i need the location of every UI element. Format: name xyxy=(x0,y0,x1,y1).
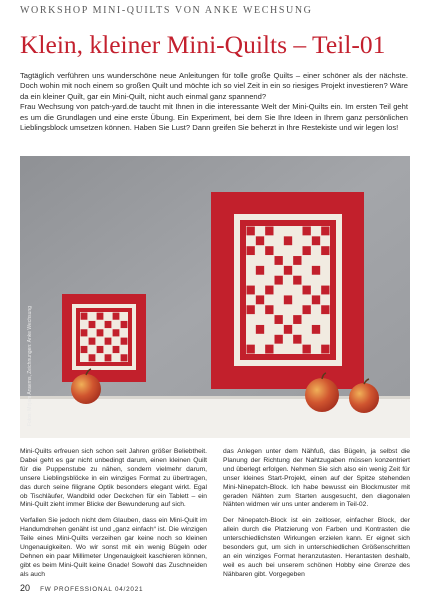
quilt-patch xyxy=(265,286,273,295)
section-kicker: WORKSHOP MINI-QUILTS VON ANKE WECHSUNG xyxy=(20,5,313,16)
quilt-patch xyxy=(105,321,112,328)
quilt-patch xyxy=(265,305,273,314)
quilt-patch xyxy=(81,313,88,320)
quilt-patch xyxy=(89,354,96,361)
quilt-patch xyxy=(265,227,273,236)
quilt-patch xyxy=(121,338,128,345)
quilt-patch xyxy=(284,295,292,304)
quilt-patch xyxy=(256,236,264,245)
quilt-patch xyxy=(284,266,292,275)
quilt-patch xyxy=(97,313,104,320)
intro-paragraph-1: Tagtäglich verführen uns wunderschöne neue Anleitungen für tolle große Quilts – einer schöner als der nächste. Doch wohin mit noch einem so großen Quilt und möchte ich so viel Zeit in ein so riesiges Projekt investieren? Wäre da ein kleiner Quilt, gar ein Mini-Quilt, nicht auch einmal ganz spannend? xyxy=(20,71,408,101)
quilt-patch xyxy=(97,346,104,353)
quilt-patch xyxy=(113,346,120,353)
quilt-patch xyxy=(81,346,88,353)
quilt-patch xyxy=(121,354,128,361)
quilt-patch xyxy=(113,313,120,320)
quilt-patch xyxy=(293,315,301,324)
body-paragraph: das Anlegen unter dem Nähfuß, das Bügeln, ja selbst die Planung der Richtung der Nahtzugaben müssen konzentriert und überlegt erfolgen. Nehmen Sie sich also ein wenig Zeit für unser kleines Start-Projekt, einen auf der Spitze stehenden Mini-Ninepatch-Block. Ich habe bewusst ein Blockmuster mit geraden Nähten zum Starten ausgesucht, den diagonalen Nähten widmen wir uns unter anderem in Teil-02. xyxy=(223,448,410,509)
quilt-patch xyxy=(121,321,128,328)
large-mini-quilt xyxy=(211,192,364,389)
quilt-patch xyxy=(105,338,112,345)
quilt-patch xyxy=(293,276,301,285)
body-column-right xyxy=(223,448,410,587)
quilt-patch xyxy=(97,329,104,336)
quilt-patch xyxy=(303,286,311,295)
quilt-patch xyxy=(312,266,320,275)
quilt-patch xyxy=(293,335,301,344)
quilt-patch xyxy=(89,321,96,328)
quilt-patch xyxy=(275,276,283,285)
quilt-patch xyxy=(256,325,264,334)
quilt-patch xyxy=(321,227,329,236)
magazine-name: FW PROFESSIONAL 04/2021 xyxy=(40,586,144,593)
quilt-patch xyxy=(275,335,283,344)
quilt-patch xyxy=(256,266,264,275)
intro-paragraph-2: Frau Wechsung von patch-yard.de taucht mit Ihnen in die interessante Welt der Mini-Quilts ein. Im ersten Teil geht es um die Grundlagen und eine erste Übung. Ein Experiment, bei dem Sie Ihre Ideen in Ihrem ganz persönlichen Lieblingsblock umsetzen können. Haben Sie Lust? Dann greifen Sie beherzt in Ihre Restekiste und wir legen los! xyxy=(20,102,408,133)
quilt-patch xyxy=(265,246,273,255)
page-footer xyxy=(20,583,143,593)
quilt-patch xyxy=(321,305,329,314)
quilt-photo xyxy=(20,156,410,438)
quilt-patch xyxy=(284,236,292,245)
quilt-patch xyxy=(265,345,273,354)
quilt-patch xyxy=(247,246,255,255)
quilt-patch xyxy=(321,345,329,354)
quilt-patch xyxy=(275,315,283,324)
body-columns xyxy=(20,448,410,578)
intro-text xyxy=(20,71,408,133)
quilt-patch xyxy=(303,246,311,255)
quilt-patch xyxy=(293,256,301,265)
body-paragraph: Verfallen Sie jedoch nicht dem Glauben, dass ein Mini-Quilt im Handumdrehen genäht ist und „ganz einfach“ ist. Die winzigen Teile eines Mini-Quilts verzeihen gar keine noch so kleinen Ungenauigkeiten. Wo wir sonst mit ein wenig Bügeln oder Dehnen ein paar Millimeter Ungenauigkeit kaschieren können, gibt es beim Mini-Quilt keine Gnade! Sowohl das Zuschneiden als auch xyxy=(20,517,207,578)
quilt-center xyxy=(246,226,330,354)
quilt-patch xyxy=(105,354,112,361)
quilt-patch xyxy=(312,325,320,334)
body-column-left xyxy=(20,448,207,587)
quilt-photo-illustration xyxy=(20,156,410,438)
quilt-patch xyxy=(89,338,96,345)
quilt-patch xyxy=(247,227,255,236)
quilt-patch xyxy=(303,345,311,354)
quilt-patch xyxy=(284,325,292,334)
small-mini-quilt xyxy=(62,294,146,382)
quilt-patch xyxy=(303,305,311,314)
quilt-patch xyxy=(321,286,329,295)
quilt-patch xyxy=(256,295,264,304)
quilt-patch xyxy=(247,286,255,295)
page-title: Klein, kleiner Mini-Quilts – Teil-01 xyxy=(20,30,386,59)
quilt-patch xyxy=(81,329,88,336)
body-paragraph: Mini-Quilts erfreuen sich schon seit Jahren größer Beliebtheit. Dabei geht es gar nicht unbedingt darum, einen kleinen Quilt für die Puppenstube zu nähen, sondern vielmehr darum, unsere Lieblingsblöcke in ein winziges Format zu übertragen, das durch seine filigrane Optik besonders elegant wirkt. Egal ob Tischläufer, Wandbild oder Deckchen für ein Tablett – ein Mini-Quilt zieht immer Blicke der Bewunderung auf sich. xyxy=(20,448,207,509)
page-number: 20 xyxy=(20,583,31,593)
quilt-patch xyxy=(303,227,311,236)
body-paragraph: Der Ninepatch-Block ist ein zeitloser, einfacher Block, der allein durch die Platzierung von Farben und Kontrasten die unterschiedlichsten Wirkungen erzielen kann. Er eignet sich besonders gut, um sich in unterschiedlichen Größenschritten an ein winziges Format heranzutasten. Herantasten deshalb, weil es auch bei unserem schönen Hobby eine Grenze des Nähbaren gibt. Vorgegeben xyxy=(223,517,410,578)
quilt-patch xyxy=(321,246,329,255)
quilt-patch xyxy=(312,295,320,304)
quilt-patch xyxy=(247,345,255,354)
quilt-patch xyxy=(247,305,255,314)
quilt-patch xyxy=(312,236,320,245)
photo-credit: Fotos: Mirjam Ansems, Zeichnungen: Anke Wechsung xyxy=(27,306,33,426)
quilt-patch xyxy=(113,329,120,336)
quilt-patch xyxy=(275,256,283,265)
